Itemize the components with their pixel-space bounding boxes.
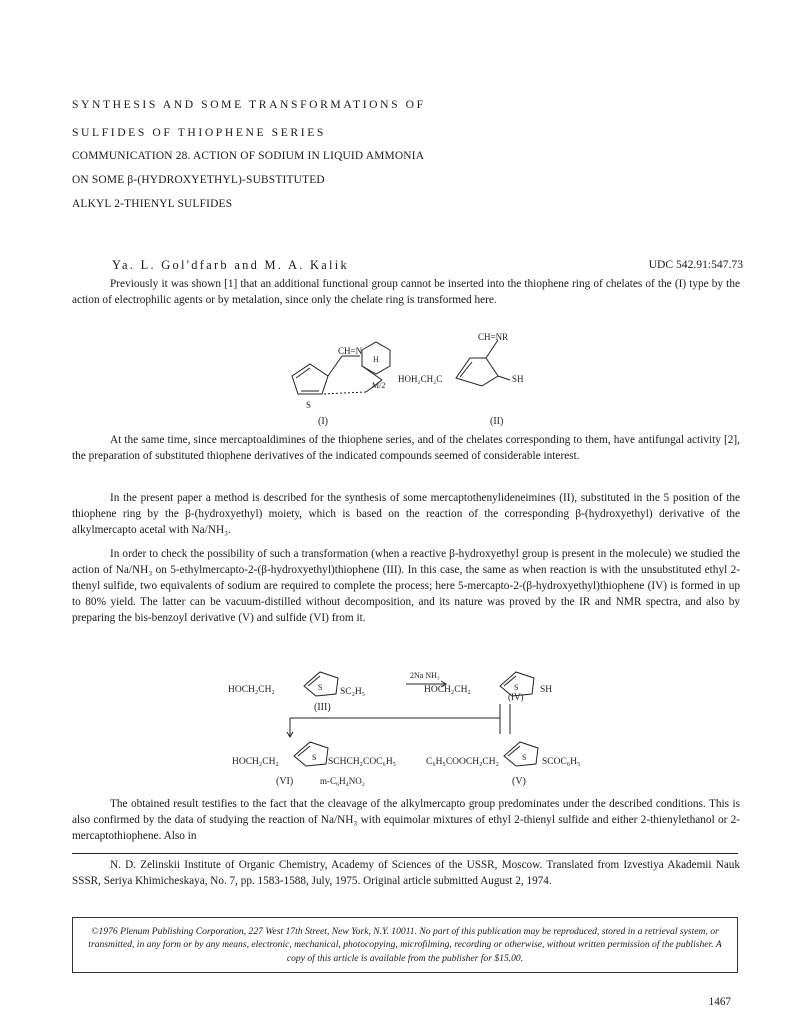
scheme-reaction	[228, 664, 608, 796]
title-line-5: ALKYL 2-THIENYL SULFIDES	[72, 198, 233, 210]
structure-ii-hohch: HOH₂CH₂C	[398, 374, 443, 384]
title-line-1: SYNTHESIS AND SOME TRANSFORMATIONS OF	[72, 98, 426, 111]
title-line-2: SULFIDES OF THIOPHENE SERIES	[72, 126, 326, 139]
iv-s: S	[514, 683, 519, 692]
vi-schch: SCHCH₂COC₆H₅	[328, 757, 397, 767]
structure-i-h: H	[373, 355, 379, 364]
copyright-notice: ©1976 Plenum Publishing Corporation, 227 West 17th Street, New York, N.Y. 10011. No part of this publication may be reproduced, stored in a retrieval system, or transmitted, in any form or by any means, electronic, mechanical, photocopying, microfilming, recording or otherwise, without written permission of the publisher. A copy of this article is available from the publisher for $15.00.	[72, 917, 738, 973]
structure-i-m-half: M/2	[372, 381, 386, 390]
paragraph-1: Previously it was shown [1] that an additional functional group cannot be inserted into the thiophene ring of chelates of the (I) type by the action of electrophilic agents or by metalation, since only the chelate ring is transformed here.	[72, 278, 740, 307]
footnote-divider	[72, 853, 738, 854]
iii-s: S	[318, 683, 323, 692]
iv-sh: SH	[540, 685, 553, 695]
paragraph-4: In order to check the possibility of such a transformation (when a reactive β-hydroxyethyl group is present in the molecule) we studied the action of Na/NH₃ on 5-ethylmercapto-2-(β-hydroxyethyl)thiophene (III). In this case, the same as when reaction is with the unsubstituted ethyl 2-thenyl sulfide, two equivalents of sodium are required to complete the process; here 5-mercapto-2-(β-hydroxyethyl)thiophene (IV) is formed in up to 80% yield. The latter can be vacuum-distilled without decomposition, and its nature was proved by the IR and NMR spectra, and also by preparing the bis-benzoyl derivative (V) and sulfide (VI) from it.	[72, 548, 740, 625]
iii-sc2h5: SC₂H₅	[340, 687, 366, 697]
title-line-3: COMMUNICATION 28. ACTION OF SODIUM IN LIQUID AMMONIA	[72, 150, 425, 162]
label-v: (V)	[512, 776, 526, 787]
label-structure-i: (I)	[318, 416, 328, 427]
iv-hoch: HOCH₂CH₂	[424, 685, 471, 695]
structure-i-ch-n: CH=N	[338, 346, 363, 356]
structure-i-s-label: S	[306, 400, 312, 410]
authors: Ya. L. Gol'dfarb and M. A. Kalik	[112, 258, 350, 272]
structure-ii-sh: SH	[512, 374, 524, 384]
page-number: 1467	[708, 996, 731, 1008]
paragraph-3: In the present paper a method is described for the synthesis of some mercaptothenylideneimines (II), substituted in the 5 position of the thiophene ring by the β-(hydroxyethyl) moiety, which is based on the reaction of the corresponding β-(hydroxyethyl) derivative of the alkylmercapto acetal with Na/NH₃.	[72, 492, 740, 537]
affiliation-footnote: N. D. Zelinskii Institute of Organic Chemistry, Academy of Sciences of the USSR, Moscow. Translated from Izvestiya Akademii Nauk SSSR, Seriya Khimicheskaya, No. 7, pp. 1583-1588, July, 1975. Original article submitted August 2, 1974.	[72, 859, 740, 887]
reagent-label: 2Na NH₃	[410, 671, 440, 680]
title-line-4: ON SOME β-(HYDROXYETHYL)-SUBSTITUTED	[72, 174, 325, 186]
structure-ii-ch-nr: CH=NR	[478, 332, 509, 342]
udc-code: UDC 542.91:547.73	[648, 258, 743, 271]
vi-nitro: m-C₆H₄NO₂	[320, 776, 365, 786]
label-iii: (III)	[314, 702, 331, 713]
v-scoc: SCOC₆H₅	[542, 757, 581, 767]
label-structure-ii: (II)	[490, 416, 504, 427]
v-benzoyl: C₆H₅COOCH₂CH₂	[426, 757, 499, 767]
label-vi: (VI)	[276, 776, 294, 787]
vi-s: S	[312, 753, 317, 762]
scheme-structures-i-ii	[270, 328, 570, 428]
structure-ii	[456, 340, 510, 386]
vi-hoch: HOCH₂CH₂	[232, 757, 279, 767]
paragraph-2: At the same time, since mercaptoaldimines of the thiophene series, and of the chelates corresponding to them, have antifungal activity [2], the preparation of substituted thiophene derivatives of the indicated compounds seemed of considerable interest.	[72, 434, 740, 463]
paragraph-5: The obtained result testifies to the fact that the cleavage of the alkylmercapto group predominates under the described conditions. This is also confirmed by the data of studying the reaction of Na/NH₃ with equimolar mixtures of ethyl 2-thienyl sulfide and either 2-thienylethanol or 2-mercaptothiophene. Also in	[72, 798, 740, 843]
label-iv: (IV)	[508, 692, 524, 702]
iii-hoch: HOCH₂CH₂	[228, 685, 275, 695]
v-s: S	[522, 753, 527, 762]
